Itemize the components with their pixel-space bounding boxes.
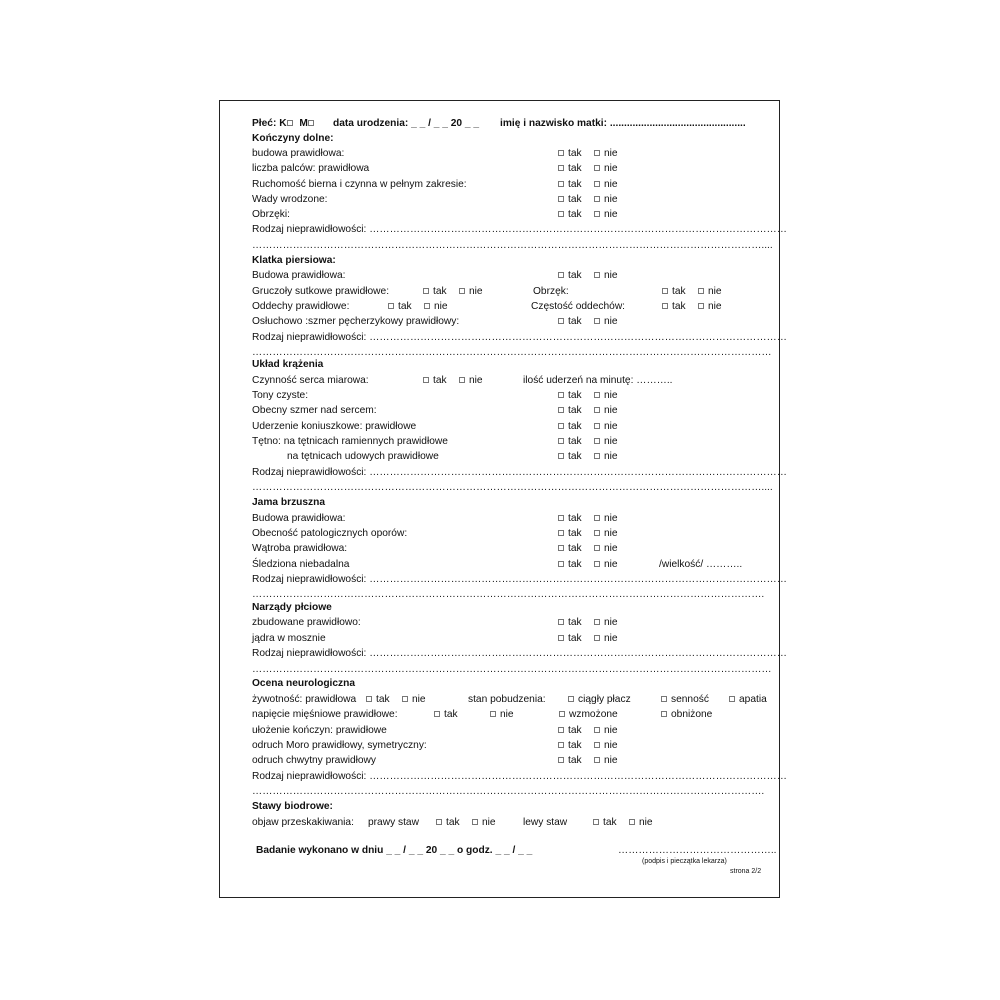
krazenie-row-label: Tętno: na tętnicach ramiennych prawidłowe	[252, 436, 448, 447]
neuro-sennosc-option[interactable]	[661, 693, 709, 706]
klatka-oddechy-label: Oddechy prawidłowe:	[252, 301, 350, 312]
narzady-row-label: zbudowane prawidłowo:	[252, 617, 361, 628]
nie-checkbox[interactable]	[594, 318, 600, 324]
nie-checkbox[interactable]	[459, 377, 465, 383]
stawy-prawy-label: prawy staw	[368, 817, 419, 828]
tak-checkbox[interactable]	[388, 303, 394, 309]
tak-checkbox[interactable]	[558, 561, 564, 567]
konczyny-row-label: Obrzęki:	[252, 209, 290, 220]
nie-checkbox[interactable]	[594, 392, 600, 398]
nie-label: nie	[604, 543, 618, 554]
nie-checkbox[interactable]	[594, 407, 600, 413]
gender-m-checkbox[interactable]	[308, 120, 314, 126]
rodzaj-line: Rodzaj nieprawidłowości: ……………………………………………………………………………………………………………	[252, 771, 787, 782]
nie-label: nie	[604, 390, 618, 401]
tak-label: tak	[568, 316, 582, 327]
nie-option[interactable]	[594, 527, 618, 540]
neuro-row-label: odruch chwytny prawidłowy	[252, 755, 377, 766]
nie-checkbox[interactable]	[594, 453, 600, 459]
nie-option[interactable]	[698, 285, 722, 298]
rodzaj-line: Rodzaj nieprawidłowości: ……………………………………………………………………………………………………………	[252, 574, 787, 585]
nie-label: nie	[604, 513, 618, 524]
konczyny-row-label: Wady wrodzone:	[252, 194, 328, 205]
tak-option[interactable]	[558, 632, 582, 645]
tak-option[interactable]	[662, 300, 686, 313]
nie-checkbox[interactable]	[594, 515, 600, 521]
tak-checkbox[interactable]	[434, 711, 440, 717]
tak-option[interactable]	[558, 420, 582, 433]
obnizone-label: obniżone	[671, 709, 713, 720]
section-title-klatka: Klatka piersiowa:	[252, 255, 336, 266]
nie-checkbox[interactable]	[698, 303, 704, 309]
neuro-ciagly-option[interactable]	[568, 693, 631, 706]
nie-option[interactable]	[629, 816, 653, 829]
nie-checkbox[interactable]	[594, 165, 600, 171]
tak-checkbox[interactable]	[558, 530, 564, 536]
nie-option[interactable]	[594, 193, 618, 206]
tak-option[interactable]	[558, 527, 582, 540]
nie-option[interactable]	[594, 147, 618, 160]
nie-checkbox[interactable]	[594, 438, 600, 444]
tak-label: tak	[568, 528, 582, 539]
tak-checkbox[interactable]	[558, 438, 564, 444]
gender-row	[252, 117, 318, 130]
nie-checkbox[interactable]	[594, 545, 600, 551]
tak-checkbox[interactable]	[423, 377, 429, 383]
jama-row-label: Budowa prawidłowa:	[252, 513, 346, 524]
nie-checkbox[interactable]	[594, 272, 600, 278]
tak-checkbox[interactable]	[662, 288, 668, 294]
nie-option[interactable]	[594, 269, 618, 282]
klatka-czestosc-label: Częstość oddechów:	[531, 301, 626, 312]
krazenie-row-label: Obecny szmer nad sercem:	[252, 405, 377, 416]
gender-m-label: M	[299, 118, 308, 129]
tak-option[interactable]	[558, 404, 582, 417]
nie-option[interactable]	[459, 374, 483, 387]
tak-label: tak	[568, 405, 582, 416]
tak-label: tak	[672, 286, 686, 297]
nie-checkbox[interactable]	[629, 819, 635, 825]
tak-option[interactable]	[423, 285, 447, 298]
tak-label: tak	[568, 559, 582, 570]
tak-option[interactable]	[558, 269, 582, 282]
section-title-narzady: Narządy płciowe	[252, 602, 332, 613]
nie-checkbox[interactable]	[472, 819, 478, 825]
nie-checkbox[interactable]	[594, 727, 600, 733]
tak-checkbox[interactable]	[558, 757, 564, 763]
neuro-apatia-option[interactable]	[729, 693, 767, 706]
tak-label: tak	[568, 451, 582, 462]
tak-label: tak	[446, 817, 460, 828]
nie-label: nie	[604, 209, 618, 220]
tak-checkbox[interactable]	[558, 392, 564, 398]
nie-option[interactable]	[594, 739, 618, 752]
jama-row-label: Wątroba prawidłowa:	[252, 543, 348, 554]
dotted-line: ……………………………………………………………………………………………………………………………………....	[252, 482, 773, 493]
tak-option[interactable]	[558, 162, 582, 175]
nie-label: nie	[604, 194, 618, 205]
nie-label: nie	[604, 528, 618, 539]
tak-option[interactable]	[388, 300, 412, 313]
tak-option[interactable]	[558, 512, 582, 525]
nie-label: nie	[604, 451, 618, 462]
tak-checkbox[interactable]	[558, 165, 564, 171]
sennosc-checkbox[interactable]	[661, 696, 667, 702]
nie-option[interactable]	[594, 542, 618, 555]
tak-checkbox[interactable]	[662, 303, 668, 309]
tak-label: tak	[568, 633, 582, 644]
ciagly-checkbox[interactable]	[568, 696, 574, 702]
birth-date-label: data urodzenia: _ _ / _ _ 20 _ _	[333, 118, 480, 129]
nie-option[interactable]	[594, 420, 618, 433]
nie-option[interactable]	[594, 754, 618, 767]
tak-label: tak	[433, 375, 447, 386]
nie-label: nie	[482, 817, 496, 828]
nie-label: nie	[469, 286, 483, 297]
nie-option[interactable]	[594, 315, 618, 328]
nie-label: nie	[604, 421, 618, 432]
nie-checkbox[interactable]	[698, 288, 704, 294]
dotted-line: ………………………………………………………………………………………………………………………………………	[252, 664, 772, 675]
dotted-line: …………………………………………………………………………………………………………………………………….	[252, 589, 765, 600]
klatka-osluchowo-label: Osłuchowo :szmer pęcherzykowy prawidłowy:	[252, 316, 460, 327]
nie-checkbox[interactable]	[490, 711, 496, 717]
tak-label: tak	[568, 617, 582, 628]
stawy-objaw-label: objaw przeskakiwania:	[252, 817, 354, 828]
tak-option[interactable]	[662, 285, 686, 298]
tak-option[interactable]	[558, 208, 582, 221]
nie-option[interactable]	[594, 178, 618, 191]
nie-option[interactable]	[594, 558, 618, 571]
tak-label: tak	[398, 301, 412, 312]
tak-checkbox[interactable]	[558, 196, 564, 202]
nie-label: nie	[604, 436, 618, 447]
krazenie-row-label: Uderzenie koniuszkowe: prawidłowe	[252, 421, 417, 432]
gender-k-label: K	[279, 118, 287, 129]
neuro-wzmozone-option[interactable]	[559, 708, 618, 721]
tak-checkbox[interactable]	[558, 423, 564, 429]
nie-option[interactable]	[698, 300, 722, 313]
konczyny-row-label: liczba palców: prawidłowa	[252, 163, 370, 174]
jama-wielkosc-label: /wielkość/ ………..	[659, 559, 743, 570]
tak-checkbox[interactable]	[558, 619, 564, 625]
konczyny-row-label: budowa prawidłowa:	[252, 148, 345, 159]
tak-checkbox[interactable]	[558, 545, 564, 551]
rodzaj-line: Rodzaj nieprawidłowości: ……………………………………………………………………………………………………………	[252, 224, 787, 235]
dotted-line: ………………………………………………………………………………………………………………………………………	[252, 347, 772, 358]
neuro-zywotnosc-label: żywotność: prawidłowa	[252, 694, 357, 705]
nie-label: nie	[604, 559, 618, 570]
nie-label: nie	[639, 817, 653, 828]
nie-option[interactable]	[490, 708, 514, 721]
nie-option[interactable]	[459, 285, 483, 298]
tak-option[interactable]	[558, 178, 582, 191]
tak-option[interactable]	[423, 374, 447, 387]
tak-option[interactable]	[593, 816, 617, 829]
narzady-row-label: jądra w mosznie	[252, 633, 326, 644]
tak-option[interactable]	[558, 435, 582, 448]
nie-checkbox[interactable]	[594, 530, 600, 536]
nie-checkbox[interactable]	[594, 742, 600, 748]
tak-checkbox[interactable]	[558, 727, 564, 733]
tak-checkbox[interactable]	[593, 819, 599, 825]
tak-checkbox[interactable]	[558, 150, 564, 156]
tak-option[interactable]	[558, 739, 582, 752]
tak-checkbox[interactable]	[558, 453, 564, 459]
nie-option[interactable]	[594, 450, 618, 463]
nie-option[interactable]	[594, 632, 618, 645]
nie-checkbox[interactable]	[459, 288, 465, 294]
nie-checkbox[interactable]	[594, 619, 600, 625]
tak-label: tak	[568, 436, 582, 447]
tak-option[interactable]	[558, 616, 582, 629]
nie-label: nie	[604, 617, 618, 628]
nie-label: nie	[708, 286, 722, 297]
tak-label: tak	[444, 709, 458, 720]
tak-option[interactable]	[558, 724, 582, 737]
apatia-checkbox[interactable]	[729, 696, 735, 702]
nie-checkbox[interactable]	[424, 303, 430, 309]
nie-checkbox[interactable]	[594, 211, 600, 217]
nie-checkbox[interactable]	[594, 635, 600, 641]
nie-label: nie	[604, 740, 618, 751]
badanie-date-label: Badanie wykonano w dniu _ _ / _ _ 20 _ _ o godz. _ _ / _ _	[256, 845, 533, 856]
nie-option[interactable]	[594, 404, 618, 417]
nie-option[interactable]	[594, 435, 618, 448]
klatka-budowa-label: Budowa prawidłowa:	[252, 270, 346, 281]
tak-option[interactable]	[558, 754, 582, 767]
nie-checkbox[interactable]	[594, 181, 600, 187]
nie-label: nie	[500, 709, 514, 720]
tak-checkbox[interactable]	[558, 211, 564, 217]
nie-option[interactable]	[594, 389, 618, 402]
tak-option[interactable]	[434, 708, 458, 721]
nie-option[interactable]	[424, 300, 448, 313]
neuro-row-label: ułożenie kończyn: prawidłowe	[252, 725, 387, 736]
tak-label: tak	[568, 725, 582, 736]
nie-option[interactable]	[594, 616, 618, 629]
tak-checkbox[interactable]	[558, 318, 564, 324]
nie-option[interactable]	[472, 816, 496, 829]
krazenie-row-label: na tętnicach udowych prawidłowe	[287, 451, 439, 462]
stawy-lewy-label: lewy staw	[523, 817, 568, 828]
section-title-jama: Jama brzuszna	[252, 497, 326, 508]
nie-option[interactable]	[594, 162, 618, 175]
nie-option[interactable]	[402, 693, 426, 706]
tak-checkbox[interactable]	[558, 181, 564, 187]
section-title-neuro: Ocena neurologiczna	[252, 678, 356, 689]
tak-label: tak	[672, 301, 686, 312]
tak-checkbox[interactable]	[423, 288, 429, 294]
klatka-obrzek-label: Obrzęk:	[533, 286, 569, 297]
klatka-gruczoly-label: Gruczoły sutkowe prawidłowe:	[252, 286, 390, 297]
tak-label: tak	[433, 286, 447, 297]
signature-caption: (podpis i pieczątka lekarza)	[642, 858, 727, 865]
neuro-napiecie-label: napięcie mięśniowe prawidłowe:	[252, 709, 398, 720]
nie-label: nie	[604, 179, 618, 190]
tak-checkbox[interactable]	[436, 819, 442, 825]
rodzaj-line: Rodzaj nieprawidłowości: ……………………………………………………………………………………………………………	[252, 332, 787, 343]
signature-dotted-line: ………………………………………..	[618, 845, 777, 856]
tak-label: tak	[568, 755, 582, 766]
konczyny-row-label: Ruchomość bierna i czynna w pełnym zakresie:	[252, 179, 467, 190]
tak-label: tak	[568, 390, 582, 401]
nie-option[interactable]	[594, 208, 618, 221]
tak-checkbox[interactable]	[558, 742, 564, 748]
nie-option[interactable]	[594, 724, 618, 737]
tak-label: tak	[568, 270, 582, 281]
nie-label: nie	[708, 301, 722, 312]
nie-label: nie	[604, 316, 618, 327]
nie-label: nie	[604, 148, 618, 159]
krazenie-ilosc-label: ilość uderzeń na minutę: ………..	[523, 375, 673, 386]
neuro-row-label: odruch Moro prawidłowy, symetryczny:	[252, 740, 427, 751]
tak-label: tak	[568, 513, 582, 524]
nie-label: nie	[412, 694, 426, 705]
tak-option[interactable]	[558, 542, 582, 555]
gender-label: Płeć:	[252, 118, 277, 129]
obnizone-checkbox[interactable]	[661, 711, 667, 717]
nie-checkbox[interactable]	[402, 696, 408, 702]
tak-label: tak	[568, 209, 582, 220]
apatia-label: apatia	[739, 694, 767, 705]
form-page	[219, 100, 787, 898]
jama-row-label: Obecność patologicznych oporów:	[252, 528, 408, 539]
section-title-krazenie: Układ krążenia	[252, 359, 324, 370]
nie-label: nie	[604, 725, 618, 736]
tak-option[interactable]	[558, 558, 582, 571]
section-title-stawy: Stawy biodrowe:	[252, 801, 333, 812]
nie-label: nie	[604, 163, 618, 174]
krazenie-row-label: Tony czyste:	[252, 390, 309, 401]
rodzaj-line: Rodzaj nieprawidłowości: ……………………………………………………………………………………………………………	[252, 467, 787, 478]
nie-option[interactable]	[594, 512, 618, 525]
tak-option[interactable]	[558, 389, 582, 402]
tak-checkbox[interactable]	[366, 696, 372, 702]
nie-checkbox[interactable]	[594, 561, 600, 567]
dotted-line: …………………………………………………………………………………………………………………………………….	[252, 786, 765, 797]
nie-label: nie	[469, 375, 483, 386]
sennosc-label: senność	[671, 694, 709, 705]
tak-label: tak	[568, 163, 582, 174]
gender-k-checkbox[interactable]	[287, 120, 293, 126]
tak-option[interactable]	[558, 147, 582, 160]
tak-option[interactable]	[436, 816, 460, 829]
ciagly-label: ciągły płacz	[578, 694, 631, 705]
page-number: strona 2/2	[730, 868, 762, 875]
tak-label: tak	[568, 740, 582, 751]
tak-label: tak	[603, 817, 617, 828]
nie-checkbox[interactable]	[594, 150, 600, 156]
tak-label: tak	[568, 179, 582, 190]
wzmozone-label: wzmożone	[569, 709, 618, 720]
wzmozone-checkbox[interactable]	[559, 711, 565, 717]
tak-option[interactable]	[558, 315, 582, 328]
tak-label: tak	[376, 694, 390, 705]
neuro-obnizone-option[interactable]	[661, 708, 712, 721]
tak-checkbox[interactable]	[558, 635, 564, 641]
nie-label: nie	[604, 755, 618, 766]
tak-checkbox[interactable]	[558, 272, 564, 278]
tak-label: tak	[568, 421, 582, 432]
tak-checkbox[interactable]	[558, 407, 564, 413]
krazenie-czynnosc-label: Czynność serca miarowa:	[252, 375, 369, 386]
tak-option[interactable]	[558, 193, 582, 206]
tak-option[interactable]	[366, 693, 390, 706]
rodzaj-line: Rodzaj nieprawidłowości: ……………………………………………………………………………………………………………	[252, 648, 787, 659]
mother-name-label: imię i nazwisko matki: ................................................	[500, 118, 746, 129]
nie-label: nie	[604, 405, 618, 416]
nie-checkbox[interactable]	[594, 196, 600, 202]
dotted-line: ……………………………………………………………………………………………………………………………………....	[252, 240, 773, 251]
section-title-konczyny: Kończyny dolne:	[252, 133, 334, 144]
nie-checkbox[interactable]	[594, 757, 600, 763]
nie-checkbox[interactable]	[594, 423, 600, 429]
tak-label: tak	[568, 194, 582, 205]
neuro-stan-label: stan pobudzenia:	[468, 694, 546, 705]
nie-label: nie	[604, 270, 618, 281]
tak-option[interactable]	[558, 450, 582, 463]
tak-label: tak	[568, 543, 582, 554]
tak-label: tak	[568, 148, 582, 159]
nie-label: nie	[604, 633, 618, 644]
tak-checkbox[interactable]	[558, 515, 564, 521]
nie-label: nie	[434, 301, 448, 312]
jama-row-label: Śledziona niebadalna	[252, 559, 350, 570]
